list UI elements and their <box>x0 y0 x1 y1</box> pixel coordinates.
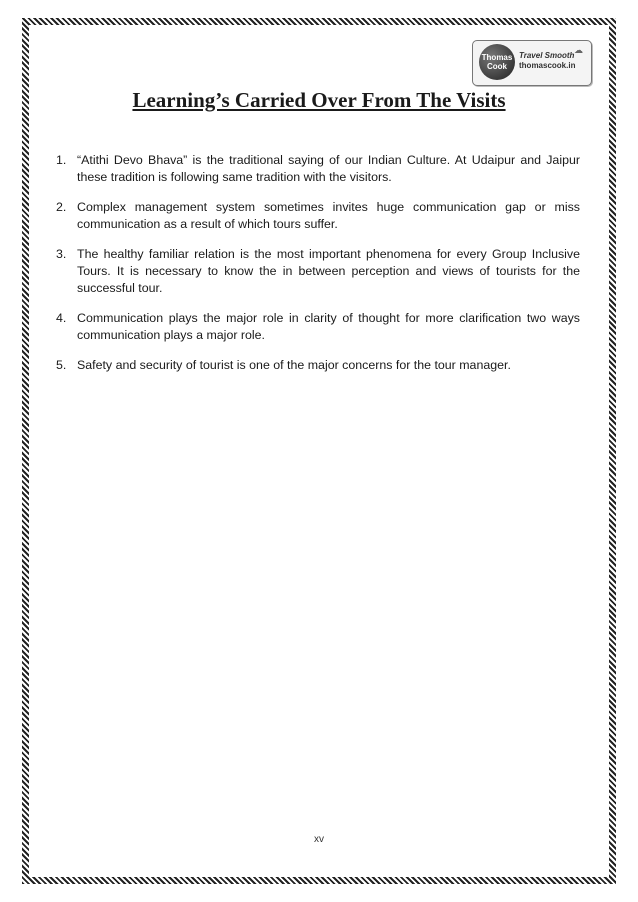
learnings-list <box>56 152 580 387</box>
item-number: 5. <box>56 358 67 372</box>
logo-brand-line1: Thomas <box>481 53 513 62</box>
item-text: “Atithi Devo Bhava” is the traditional saying of our Indian Culture. At Udaipur and Jaipur these tradition is following same tradition with the visitors. <box>77 153 580 184</box>
thomas-cook-logo <box>472 40 592 86</box>
logo-brand-line2: Cook <box>487 62 507 71</box>
item-number: 4. <box>56 311 67 325</box>
globe-icon <box>479 44 515 80</box>
item-text: Safety and security of tourist is one of the major concerns for the tour manager. <box>77 358 511 372</box>
logo-tagline: Travel Smooth <box>519 51 575 60</box>
item-text: Complex management system sometimes invites huge communication gap or miss communication as a result of which tours suffer. <box>77 200 580 231</box>
list-item <box>56 152 580 186</box>
item-number: 3. <box>56 247 67 261</box>
page-number: xv <box>314 834 324 845</box>
item-number: 1. <box>56 153 67 167</box>
page-title: Learning’s Carried Over From The Visits <box>132 88 506 112</box>
swirl-icon: ☁ <box>574 45 583 55</box>
item-text: Communication plays the major role in clarity of thought for more clarification two ways communication plays a major role. <box>77 311 580 342</box>
list-item <box>56 357 580 374</box>
list-item <box>56 310 580 344</box>
page-border <box>22 18 616 884</box>
list-item <box>56 246 580 297</box>
list-item <box>56 199 580 233</box>
item-text: The healthy familiar relation is the most important phenomena for every Group Inclusive Tours. It is necessary to know the in between perception and views of tourists for the successful tour. <box>77 247 580 295</box>
item-number: 2. <box>56 200 67 214</box>
logo-website: thomascook.in <box>519 61 576 70</box>
